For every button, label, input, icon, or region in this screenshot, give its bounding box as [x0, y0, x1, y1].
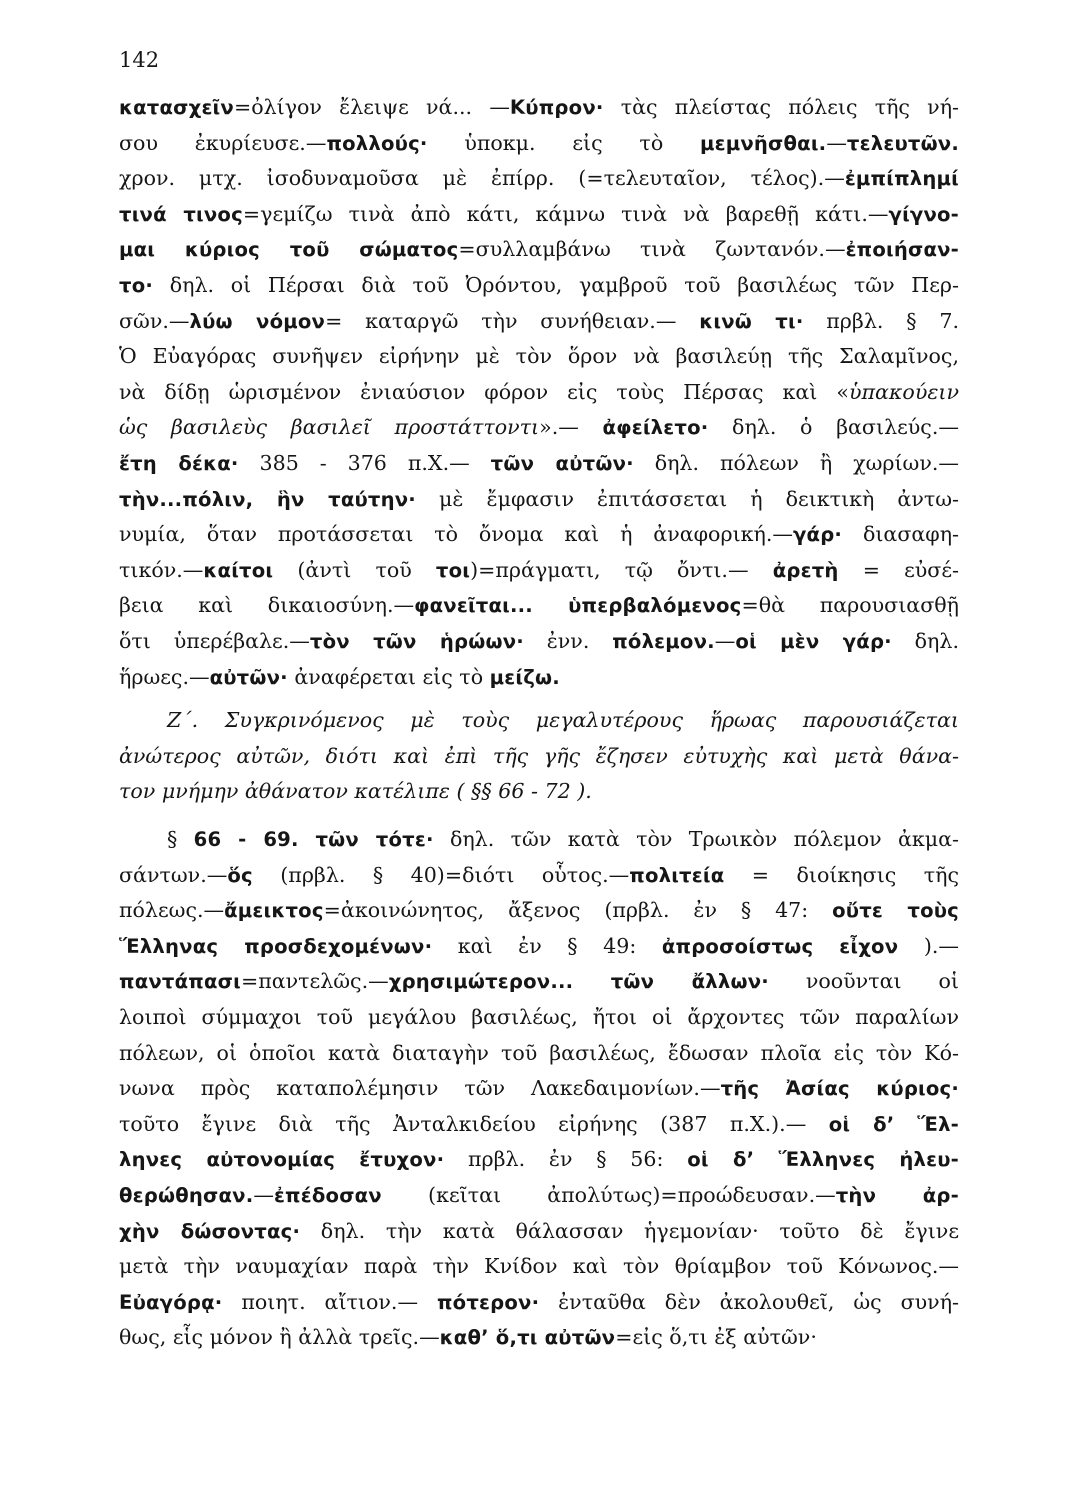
text-line: § 66 - 69. τῶν τότε· δηλ. τῶν κατὰ τὸν Τρωικὸν πόλεμον ἀκμα-: [167, 827, 959, 851]
text-line: κατασχεῖν=ὀλίγον ἔλειψε νά... —Κύπρον· τὰς πλείστας πόλεις τῆς νή-: [119, 95, 959, 119]
text-line: το· δηλ. οἱ Πέρσαι διὰ τοῦ Ὀρόντου, γαμβροῦ τοῦ βασιλέως τῶν Περ-: [119, 272, 959, 297]
text-line: χρον. μτχ. ἰσοδυναμοῦσα μὲ ἐπίρρ. (=τελευταῖον, τέλος).—ἐμπίπλημί: [119, 166, 959, 191]
text-line: Ὁ Εὐαγόρας συνῆψεν εἰρήνην μὲ τὸν ὅρον νὰ βασιλεύῃ τῆς Σαλαμῖνος,: [119, 344, 959, 369]
text-line: σῶν.—λύω νόμον= καταργῶ τὴν συνήθειαν.— κινῶ τι· πρβλ. § 7.: [119, 308, 959, 333]
text-line: τοῦτο ἔγινε διὰ τῆς Ἀνταλκιδείου εἰρήνης (387 π.Χ.).— οἱ δ’ Ἕλ-: [119, 1111, 960, 1136]
text-line: μαι κύριος τοῦ σώματος=συλλαμβάνω τινὰ ζωντανόν.—ἐποιήσαν-: [119, 237, 960, 262]
text-line: ἔτη δέκα· 385 - 376 π.Χ.— τῶν αὐτῶν· δηλ. πόλεων ἢ χωρίων.—: [119, 450, 960, 475]
text-line: τινά τινος=γεμίζω τινὰ ἀπὸ κάτι, κάμνω τινὰ νὰ βαρεθῇ κάτι.—γίγνο-: [119, 201, 959, 226]
text-line: ληνες αὐτονομίας ἔτυχον· πρβλ. ἐν § 56: οἱ δ’ Ἕλληνες ἠλευ-: [119, 1147, 959, 1172]
text-line: Ζ΄. Συγκρινόμενος μὲ τοὺς μεγαλυτέρους ἥρωας παρουσιάζεται: [167, 708, 959, 732]
text-line: νυμία, ὅταν προτάσσεται τὸ ὄνομα καὶ ἡ ἀναφορική.—γάρ· διασαφη-: [119, 522, 960, 547]
text-line: νὰ δίδῃ ὡρισμένον ἐνιαύσιον φόρον εἰς τοὺς Πέρσας καὶ «ὑπακούειν: [119, 379, 959, 404]
text-line: νωνα πρὸς καταπολέμησιν τῶν Λακεδαιμονίων.—τῆς Ἀσίας κύριος·: [119, 1076, 959, 1101]
text-line: ὅτι ὑπερέβαλε.—τὸν τῶν ἡρώων· ἐνν. πόλεμον.—οἱ μὲν γάρ· δηλ.: [119, 628, 959, 653]
page-number: 142: [119, 48, 160, 72]
text-line: βεια καὶ δικαιοσύνη.—φανεῖται... ὑπερβαλόμενος=θὰ παρουσιασθῇ: [119, 593, 960, 618]
text-line: παντάπασι=παντελῶς.—χρησιμώτερον... τῶν ἄλλων· νοοῦνται οἱ: [119, 969, 959, 994]
text-line: ἀνώτερος αὐτῶν, διότι καὶ ἐπὶ τῆς γῆς ἔζησεν εὐτυχὴς καὶ μετὰ θάνα-: [119, 743, 959, 768]
commentary-block-1: [119, 90, 959, 695]
text-line: Εὐαγόρᾳ· ποιητ. αἴτιον.— πότερον· ἐνταῦθα δὲν ἀκολουθεῖ, ὡς συνή-: [119, 1289, 960, 1314]
text-line: ἥρωες.—αὐτῶν· ἀναφέρεται εἰς τὸ μείζω.: [119, 664, 560, 689]
text-line: ὡς βασιλεὺς βασιλεῖ προστάττοντι».— ἀφείλετο· δηλ. ὁ βασιλεύς.—: [119, 415, 959, 440]
section-summary-zeta: [119, 703, 959, 810]
text-line: τικόν.—καίτοι (ἀντὶ τοῦ τοι)=πράγματι, τῷ ὄντι.— ἀρετὴ = εὐσέ-: [119, 557, 959, 582]
text-line: χὴν δώσοντας· δηλ. τὴν κατὰ θάλασσαν ἡγεμονίαν· τοῦτο δὲ ἔγινε: [119, 1218, 959, 1243]
text-line: μετὰ τὴν ναυμαχίαν παρὰ τὴν Κνίδον καὶ τὸν θρίαμβον τοῦ Κόνωνος.—: [119, 1254, 959, 1279]
text-line: σου ἐκυρίευσε.—πολλούς· ὑποκμ. εἰς τὸ μεμνῆσθαι.—τελευτῶν.: [119, 130, 959, 155]
text-line: τον μνήμην ἀθάνατον κατέλιπε ( §§ 66 - 72 ).: [119, 779, 592, 804]
text-line: θερώθησαν.—ἐπέδοσαν (κεῖται ἀπολύτως)=προώδευσαν.—τὴν ἀρ-: [119, 1182, 959, 1207]
commentary-block-66-69: [119, 822, 959, 1356]
text-line: θως, εἷς μόνον ἢ ἀλλὰ τρεῖς.—καθ’ ὅ,τι αὐτῶν=εἰς ὅ,τι ἐξ αὐτῶν·: [119, 1325, 817, 1350]
text-line: λοιποὶ σύμμαχοι τοῦ μεγάλου βασιλέως, ἤτοι οἱ ἄρχοντες τῶν παραλίων: [119, 1004, 959, 1029]
text-line: τὴν...πόλιν, ἣν ταύτην· μὲ ἔμφασιν ἐπιτάσσεται ἡ δεικτικὴ ἀντω-: [119, 486, 959, 511]
text-line: πόλεως.—ἄμεικτος=ἀκοινώνητος, ἄξενος (πρβλ. ἐν § 47: οὔτε τοὺς: [119, 898, 959, 923]
text-line: πόλεων, οἱ ὁποῖοι κατὰ διαταγὴν τοῦ βασιλέως, ἔδωσαν πλοῖα εἰς τὸν Κό-: [119, 1040, 959, 1065]
text-line: Ἕλληνας προσδεχομένων· καὶ ἐν § 49: ἀπροσοίστως εἶχον ).—: [119, 933, 960, 958]
text-line: σάντων.—ὅς (πρβλ. § 40)=διότι οὗτος.—πολιτεία = διοίκησις τῆς: [119, 862, 959, 887]
